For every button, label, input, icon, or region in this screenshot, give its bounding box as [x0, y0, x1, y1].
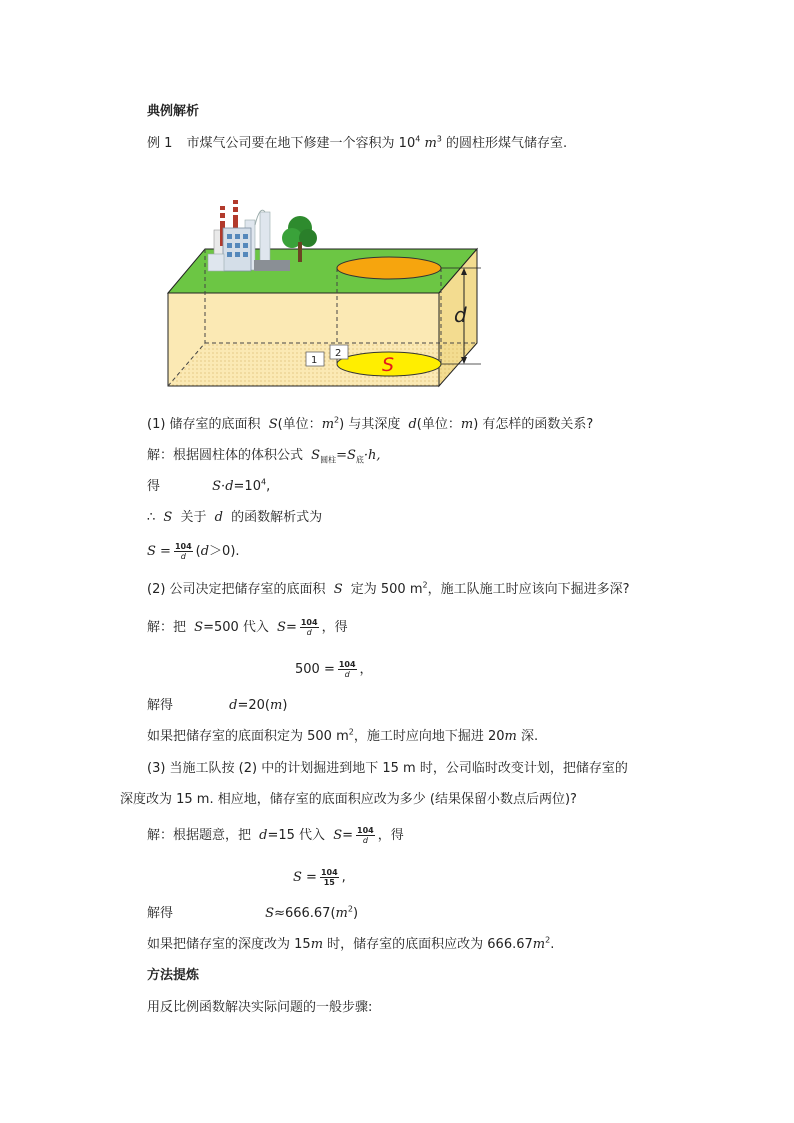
q1-text-a: (1) 储存室的底面积 [147, 417, 261, 432]
solution-1-formula [147, 542, 240, 561]
s11-text-c: ) [352, 906, 359, 921]
s5-den: d [306, 628, 312, 637]
solution-2-result [147, 697, 287, 715]
s7-text-c: ) [282, 698, 288, 713]
s6-lhs: 500 = [295, 662, 335, 677]
question-1 [147, 416, 593, 434]
s12-text-b: 时，储存室的底面积应改为 666.67 [323, 937, 533, 952]
example-unit-exp: 3 [436, 134, 442, 144]
s4-paren: ( [195, 544, 201, 559]
s3-therefore: ∴ [147, 510, 156, 525]
section-heading-method: 方法提炼 [147, 968, 200, 983]
q1-exp: 2 [334, 415, 340, 425]
s4-num: 104 [174, 542, 192, 551]
example-unit: m [424, 136, 437, 151]
s1-h: ·h, [363, 448, 381, 463]
q2-text-c: ，施工队施工时应该向下掘进多深? [427, 582, 630, 597]
s11-var-s: S [265, 906, 275, 921]
s7-text-b: =20( [237, 698, 270, 713]
s8-text-a: 如果把储存室的底面积定为 500 m [147, 729, 349, 744]
solution-2-conclusion [147, 728, 538, 746]
s4-s-eq: S = [147, 544, 171, 559]
s8-text-c: 深. [516, 729, 539, 744]
s6-num: 104 [338, 660, 356, 669]
q2-var-s: S [333, 582, 343, 597]
cylinder-top-ellipse [337, 257, 441, 279]
storage-diagram [160, 180, 500, 392]
s1-eq: =S [336, 448, 356, 463]
s9-text-b: =15 代入 [267, 828, 326, 843]
s3-text-b: 关于 [180, 510, 207, 525]
s10-num: 104 [320, 868, 338, 877]
s3-var-s: S [163, 510, 173, 525]
s6-fraction [338, 660, 357, 679]
s2-exp: 4 [260, 477, 267, 487]
question-3-line-2: 深度改为 15 m. 相应地，储存室的底面积应改为多少 (结果保留小数点后两位)? [120, 792, 577, 807]
s2-text-a: 得 [147, 479, 161, 494]
depth-d-label: d [454, 303, 467, 327]
q1-unit-m2: m [460, 417, 474, 432]
s4-fraction [174, 542, 193, 561]
s5-num: 104 [300, 618, 318, 627]
label-box-2-text: 2 [335, 348, 342, 359]
s5-var-s2: S [277, 620, 286, 635]
factory-illustration [208, 200, 317, 271]
s4-var-d: d [200, 544, 210, 559]
solution-1-line-3 [147, 509, 322, 527]
solution-3-result [147, 905, 358, 923]
s9-text-d: ，得 [377, 828, 404, 843]
solution-2-line-1 [147, 618, 348, 637]
s5-var-s: S [194, 620, 204, 635]
s6-tail: ， [359, 662, 373, 677]
s4-den: d [180, 552, 186, 561]
s12-unit-m: m [310, 937, 324, 952]
s11-text-b: ≈666.67( [274, 906, 336, 921]
solution-1-line-1 [147, 447, 381, 465]
s8-text-b: ，施工时应向地下掘进 20 [353, 729, 505, 744]
s5-fraction [300, 618, 319, 637]
q1-text-c: ) 与其深度 [339, 417, 401, 432]
example-label: 例 1 [147, 136, 173, 151]
s9-num: 104 [357, 826, 374, 835]
s3-text-c: 的函数解析式为 [231, 510, 323, 525]
s12-text-c: . [550, 937, 555, 952]
s5-eq: = [285, 620, 297, 635]
s1-var-s: S [311, 448, 321, 463]
s6-den: d [344, 670, 350, 679]
s9-fraction [356, 826, 375, 845]
s9-var-d: d [259, 828, 268, 843]
s9-eq: = [342, 828, 354, 843]
s10-den: 15 [323, 878, 335, 887]
s7-unit-m: m [270, 698, 283, 713]
q2-text-b: 定为 500 m [350, 582, 423, 597]
s8-exp: 2 [348, 727, 354, 737]
example-text-b: 的圆柱形煤气储存室. [441, 136, 568, 151]
solution-3-line-1 [147, 826, 404, 845]
s11-unit-m: m [335, 906, 348, 921]
s9-den: d [362, 836, 368, 845]
s9-text-a: 解：根据题意，把 [147, 828, 252, 843]
q1-text-e: (单位： [416, 417, 461, 432]
solution-1-line-2 [147, 478, 270, 496]
s5-text-b: =500 代入 [203, 620, 269, 635]
s10-fraction [320, 868, 339, 887]
s3-var-d: d [214, 510, 223, 525]
solution-3-equation [293, 868, 346, 887]
section-heading-example: 典例解析 [147, 104, 200, 119]
s8-unit-m: m [504, 729, 517, 744]
s7-var-d: d [229, 698, 238, 713]
s10-eq: = [301, 870, 317, 885]
q2-exp: 2 [422, 580, 428, 590]
q1-var-s: S [268, 417, 278, 432]
label-box-1-text: 1 [311, 355, 318, 366]
area-s-label: S [382, 354, 395, 376]
s10-tail: , [341, 870, 346, 885]
solution-3-conclusion [147, 936, 554, 954]
question-2 [147, 581, 630, 599]
s1-text-a: 解：根据圆柱体的体积公式 [147, 448, 304, 463]
s1-sub-cylinder: 圆柱 [320, 455, 337, 465]
s2-tail: , [266, 479, 271, 494]
s2-sd: S·d [212, 479, 234, 494]
s11-exp: 2 [347, 904, 353, 914]
s4-cond: ＞0). [209, 544, 240, 559]
example-exp: 4 [415, 134, 421, 144]
s9-var-s: S [333, 828, 343, 843]
solution-2-equation [295, 660, 373, 679]
s10-var-s: S [293, 870, 302, 885]
s12-exp: 2 [545, 935, 551, 945]
question-3-line-1: (3) 当施工队按 (2) 中的计划掘进到地下 15 m 时，公司临时改变计划，把储存室的 [147, 761, 628, 776]
s7-text-a: 解得 [147, 698, 174, 713]
example-text-a: 市煤气公司要在地下修建一个容积为 10 [186, 136, 416, 151]
s5-text-a: 解：把 [147, 620, 187, 635]
method-text: 用反比例函数解决实际问题的一般步骤: [147, 1000, 373, 1015]
s11-text-a: 解得 [147, 906, 174, 921]
s2-eq: =10 [233, 479, 261, 494]
q1-var-d: d [408, 417, 417, 432]
s1-sub-base: 底 [355, 455, 364, 465]
s12-text-a: 如果把储存室的深度改为 15 [147, 937, 311, 952]
q1-text-f: ) 有怎样的函数关系? [473, 417, 594, 432]
q1-unit-m: m [321, 417, 335, 432]
q1-text-b: (单位： [277, 417, 322, 432]
s5-text-d: ，得 [321, 620, 348, 635]
s12-unit-m2: m [532, 937, 546, 952]
q2-text-a: (2) 公司决定把储存室的底面积 [147, 582, 326, 597]
example-statement [147, 135, 567, 153]
